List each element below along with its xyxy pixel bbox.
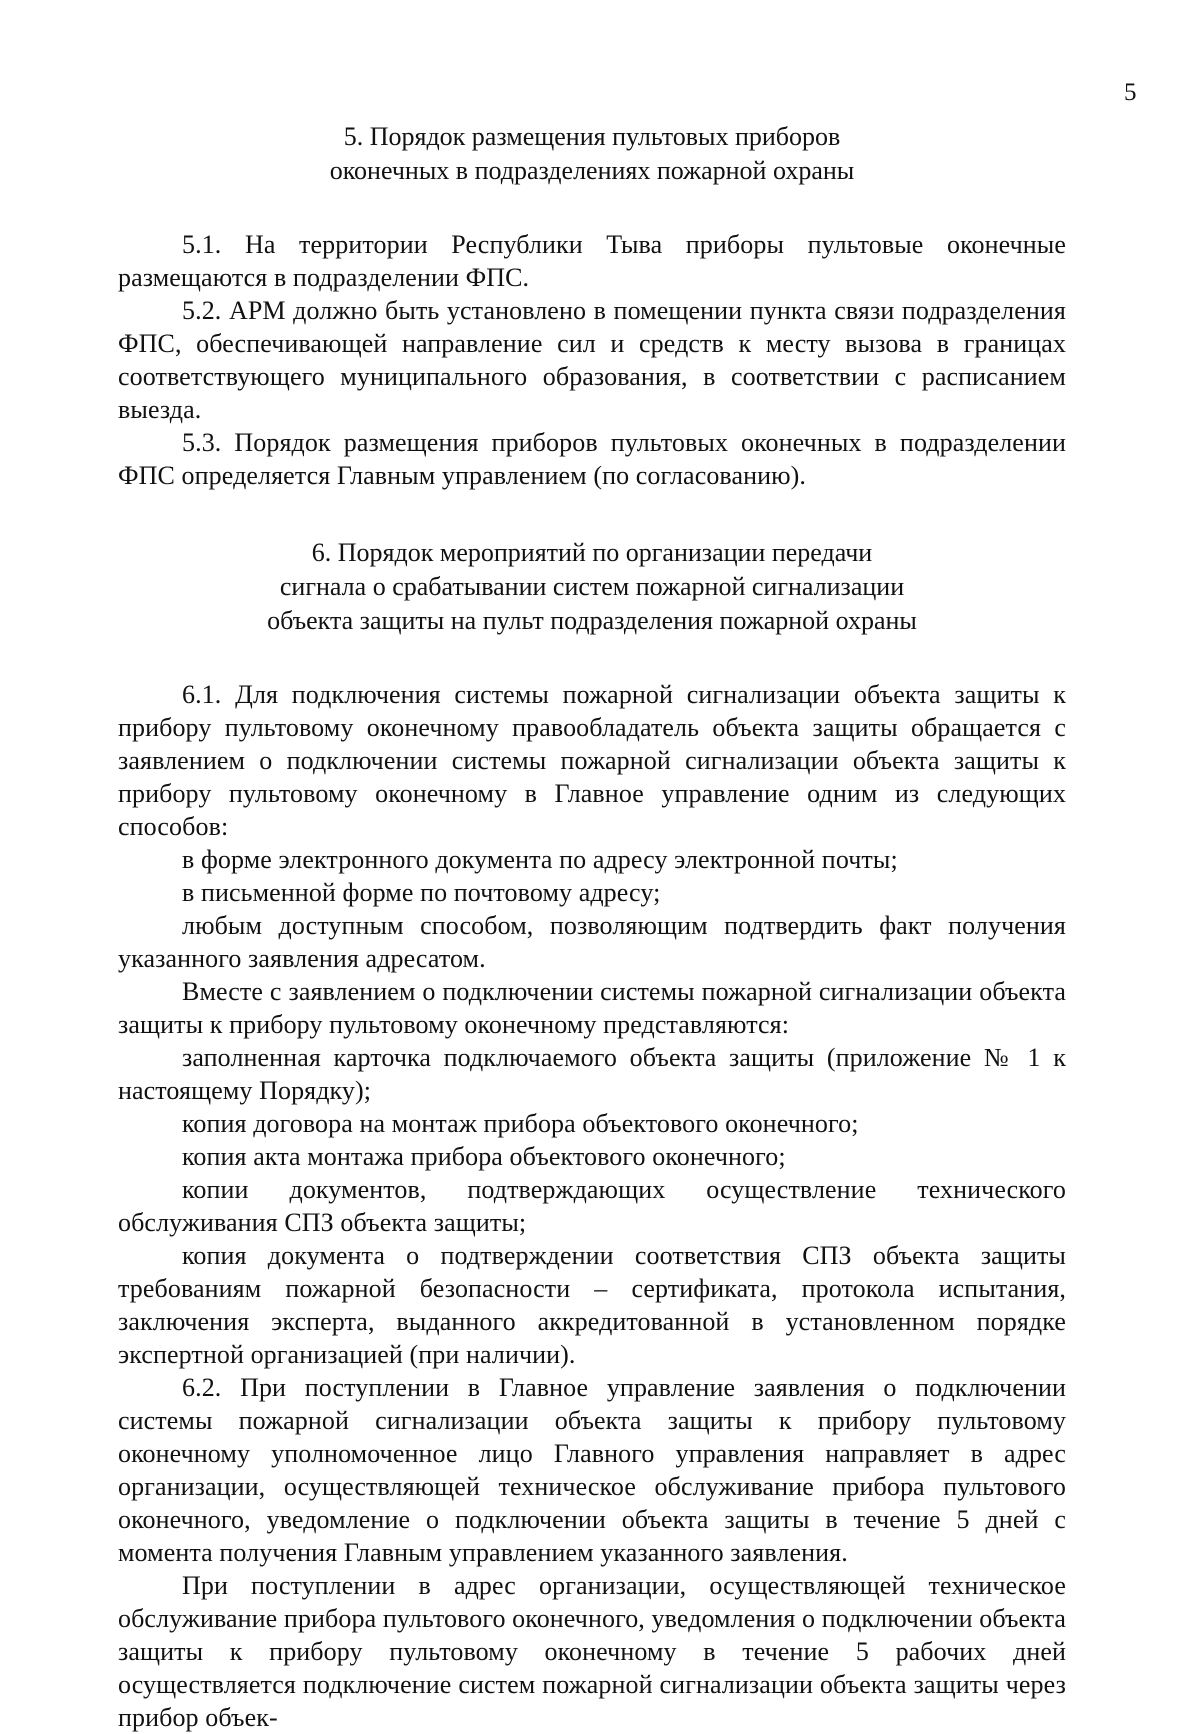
list-item-contract-copy: копия договора на монтаж прибора объектового оконечного; (182, 1109, 859, 1138)
section-6-heading-line: сигнала о срабатывании систем пожарной сигнализации (279, 572, 905, 601)
list-item-postal: в письменной форме по почтовому адресу; (182, 878, 661, 907)
document-body (118, 120, 1066, 1734)
paragraph-5-3: 5.3. Порядок размещения приборов пультовых оконечных в подразделении ФПС определяется Главным управлением (по согласованию). (118, 428, 1066, 490)
paragraph-5-2: 5.2. АРМ должно быть установлено в помещении пункта связи подразделения ФПС, обеспечивающей направление сил и средств к месту вызова в границах соответствующего муниципального образования, в соответствии с расписанием выезда. (118, 296, 1066, 424)
section-5-heading-line: 5. Порядок размещения пультовых приборов (343, 122, 841, 151)
page-number: 5 (1124, 79, 1137, 106)
list-item-email: в форме электронного документа по адресу электронной почты; (182, 845, 898, 874)
list-item-compliance-doc: копия документа о подтверждении соответствия СПЗ объекта защиты требованиям пожарной безопасности – сертификата, протокола испытания, заключения эксперта, выданного аккредитованной в установленном порядке экспертной организацией (при наличии). (118, 1241, 1066, 1369)
section-5-heading (118, 120, 1066, 188)
section-6-heading (118, 536, 1066, 638)
section-6-heading-line: 6. Порядок мероприятий по организации передачи (311, 538, 873, 567)
list-item-any-method: любым доступным способом, позволяющим подтвердить факт получения указанного заявления адресатом. (118, 911, 1066, 973)
paragraph-5-1: 5.1. На территории Республики Тыва приборы пультовые оконечные размещаются в подразделении ФПС. (118, 230, 1066, 292)
paragraph-6-2: 6.2. При поступлении в Главное управление заявления о подключении системы пожарной сигнализации объекта защиты к прибору пультовому оконечному уполномоченное лицо Главного управления направляет в адрес организации, осуществляющей техническое обслуживание прибора пультового оконечного, уведомление о подключении объекта защиты в течение 5 дней с момента получения Главным управлением указанного заявления. (118, 1373, 1066, 1567)
paragraph-6-1: 6.1. Для подключения системы пожарной сигнализации объекта защиты к прибору пультовому оконечному правообладатель объекта защиты обращается с заявлением о подключении системы пожарной сигнализации объекта защиты к прибору пультовому оконечному в Главное управление одним из следующих способов: (118, 680, 1066, 841)
list-item-act-copy: копия акта монтажа прибора объектового оконечного; (182, 1142, 786, 1171)
list-item-maintenance-docs: копии документов, подтверждающих осуществление технического обслуживания СПЗ объекта защиты; (118, 1175, 1066, 1237)
paragraph-documents-intro: Вместе с заявлением о подключении системы пожарной сигнализации объекта защиты к прибору пультовому оконечному представляются: (118, 977, 1066, 1039)
list-item-card: заполненная карточка подключаемого объекта защиты (приложение № 1 к настоящему Порядку); (118, 1043, 1066, 1105)
section-6-heading-line: объекта защиты на пульт подразделения пожарной охраны (267, 606, 917, 635)
section-5-heading-line: оконечных в подразделениях пожарной охраны (329, 156, 855, 185)
paragraph-connection: При поступлении в адрес организации, осуществляющей техническое обслуживание прибора пультового оконечного, уведомления о подключении объекта защиты к прибору пультовому оконечному в течение 5 рабочих дней осуществляется подключение систем пожарной сигнализации объекта защиты через прибор объек- (118, 1571, 1066, 1732)
